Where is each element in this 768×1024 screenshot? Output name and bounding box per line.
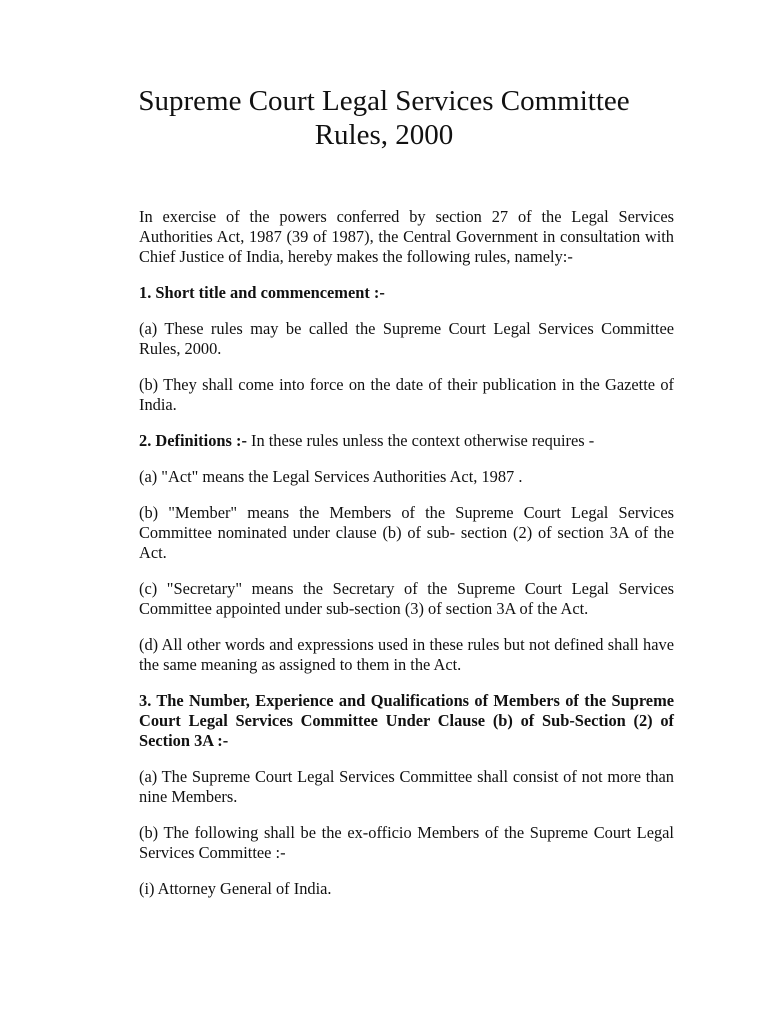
section-2-heading-line (139, 431, 674, 451)
section-2-heading: 2. Definitions :- (139, 431, 247, 450)
section-3-clause-b: (b) The following shall be the ex-officio Members of the Supreme Court Legal Services Committee :- (139, 823, 674, 862)
section-2-clause-a: (a) "Act" means the Legal Services Authorities Act, 1987 . (139, 467, 523, 486)
title-line-1: Supreme Court Legal Services Committee (138, 85, 630, 117)
preamble-paragraph: In exercise of the powers conferred by section 27 of the Legal Services Authorities Act, 1987 (39 of 1987), the Central Government in consultation with Chief Justice of India, hereby makes the following rules, namely:- (139, 207, 674, 266)
section-2-intro: In these rules unless the context otherwise requires - (246, 431, 595, 450)
document-body (139, 207, 674, 915)
section-3-clause-a: (a) The Supreme Court Legal Services Committee shall consist of not more than nine Members. (139, 767, 674, 806)
section-2-clause-d: (d) All other words and expressions used in these rules but not defined shall have the same meaning as assigned to them in the Act. (139, 635, 674, 674)
document-title (60, 84, 708, 152)
section-2-clause-b: (b) "Member" means the Members of the Supreme Court Legal Services Committee nominated under clause (b) of sub- section (2) of section 3A of the Act. (139, 503, 674, 562)
section-1-heading: 1. Short title and commencement :- (139, 283, 385, 302)
title-line-2: Rules, 2000 (314, 119, 454, 151)
section-3-item-i: (i) Attorney General of India. (139, 879, 332, 898)
section-1-clause-a: (a) These rules may be called the Supreme Court Legal Services Committee Rules, 2000. (139, 319, 674, 358)
section-1-clause-b: (b) They shall come into force on the date of their publication in the Gazette of India. (139, 375, 674, 414)
section-3-heading: 3. The Number, Experience and Qualifications of Members of the Supreme Court Legal Services Committee Under Clause (b) of Sub-Section (2) of Section 3A :- (139, 691, 674, 750)
section-2-clause-c: (c) "Secretary" means the Secretary of the Supreme Court Legal Services Committee appointed under sub-section (3) of section 3A of the Act. (139, 579, 674, 618)
